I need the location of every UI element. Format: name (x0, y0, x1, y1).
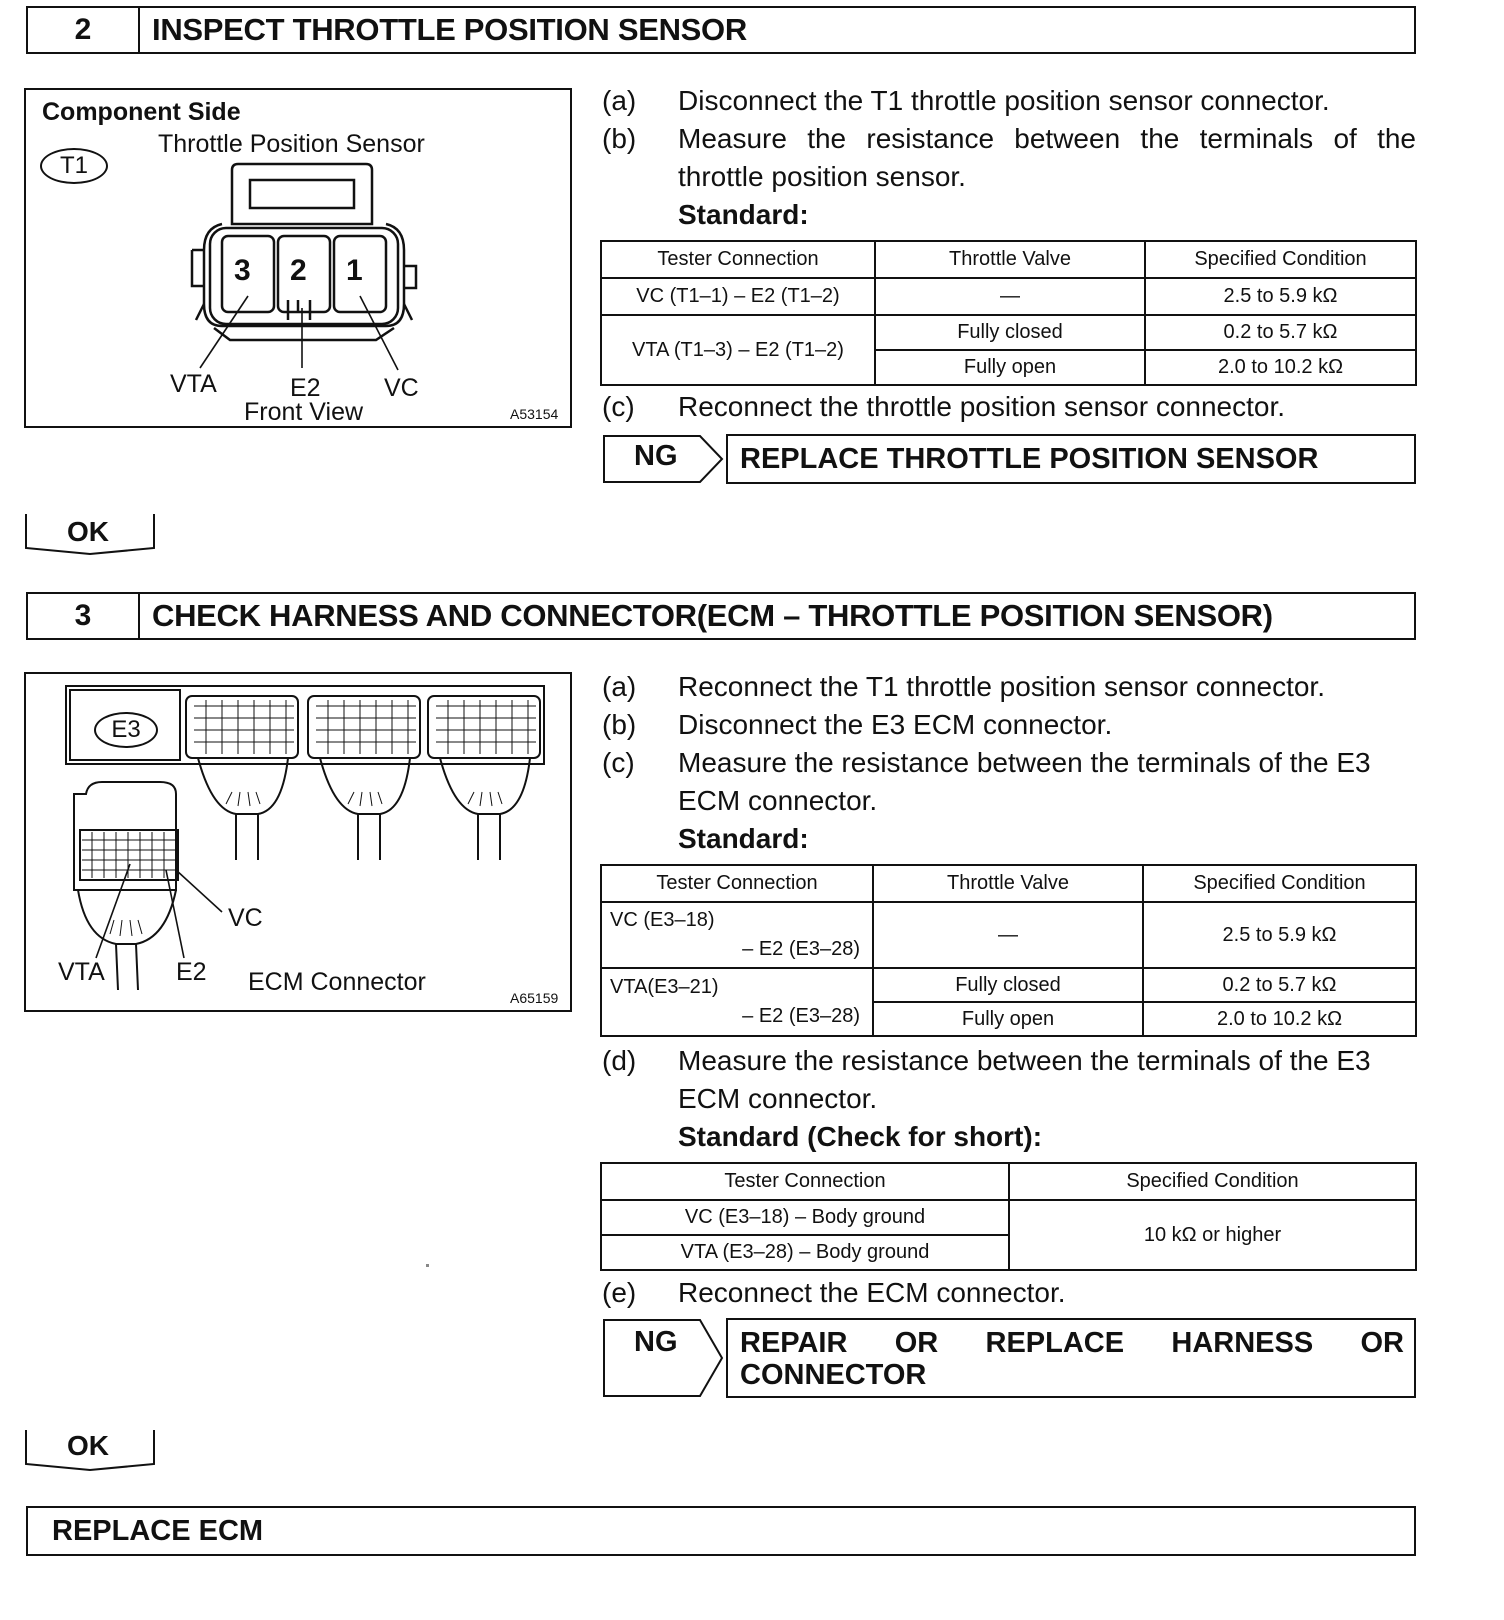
step-title: CHECK HARNESS AND CONNECTOR(ECM – THROTTLE POSITION SENSOR) (152, 598, 1273, 633)
ng-action-box (726, 1318, 1416, 1398)
step-label: (b) (602, 709, 637, 740)
speck (426, 1264, 429, 1267)
step-3d (602, 1042, 1416, 1118)
table-header: Tester Connection (601, 241, 875, 278)
step-label: (b) (602, 123, 637, 154)
connection-end: – E2 (E3–28) (742, 1005, 860, 1027)
component-side-label: Component Side (42, 98, 241, 126)
throttle-sensor-figure (24, 88, 572, 428)
table-cell: 0.2 to 5.7 kΩ (1143, 968, 1416, 1002)
table-header: Tester Connection (601, 1163, 1009, 1200)
step-text: Reconnect the throttle position sensor connector. (678, 391, 1286, 422)
table-header: Specified Condition (1009, 1163, 1416, 1200)
table-cell: — (873, 902, 1143, 968)
table-cell: 2.5 to 5.9 kΩ (1145, 278, 1416, 315)
step-text: Measure the resistance between the terminals of the throttle position sensor. (678, 123, 1416, 192)
step-label: (a) (602, 671, 637, 702)
terminal-e2-label: E2 (290, 374, 321, 402)
table-cell: — (875, 278, 1145, 315)
ng-action-word: OR (1360, 1327, 1404, 1359)
step-text: Measure the resistance between the terminals of the E3 ECM connector. (678, 747, 1371, 816)
step-text: Measure the resistance between the terminals of the E3 ECM connector. (678, 1045, 1371, 1114)
pin-2-label: 2 (290, 254, 307, 287)
connection-start: VC (E3–18) (610, 909, 715, 931)
ok-label: OK (67, 516, 109, 547)
front-view-label: Front View (244, 398, 364, 426)
table-cell: 2.5 to 5.9 kΩ (1143, 902, 1416, 968)
step-2-spec-table (600, 240, 1417, 386)
table-cell: Fully open (873, 1002, 1143, 1036)
ng-action-word: REPAIR (740, 1327, 848, 1359)
table-cell: Fully closed (873, 968, 1143, 1002)
connection-end: – E2 (E3–28) (742, 938, 860, 960)
step-label: (a) (602, 85, 637, 116)
table-cell (601, 968, 873, 1036)
step-number: 2 (28, 8, 140, 52)
pin-1-label: 1 (346, 254, 363, 287)
terminal-e2-label: E2 (176, 958, 207, 986)
step-label: (e) (602, 1277, 637, 1308)
terminal-vc-label: VC (228, 904, 263, 932)
terminal-vta-label: VTA (58, 958, 105, 986)
step-3-spec-table (600, 864, 1417, 1037)
ok-label: OK (67, 1430, 109, 1461)
table-cell: Fully closed (875, 315, 1145, 350)
terminal-vc-label: VC (384, 374, 419, 402)
table-cell: 10 kΩ or higher (1009, 1200, 1416, 1270)
table-header: Specified Condition (1143, 865, 1416, 902)
step-text: Reconnect the T1 throttle position sensor connector. (678, 671, 1325, 702)
ng-label: NG (634, 440, 678, 472)
table-cell: VTA (E3–28) – Body ground (601, 1235, 1009, 1270)
step-2b (602, 120, 1416, 196)
connection-start: VTA(E3–21) (610, 976, 719, 998)
ng-action-word: REPLACE (985, 1327, 1125, 1359)
short-check-table (600, 1162, 1417, 1271)
step-label: (c) (602, 391, 635, 422)
step-3-header (26, 592, 1416, 640)
step-number: 3 (28, 594, 140, 638)
table-cell: VTA (T1–3) – E2 (T1–2) (601, 315, 875, 385)
step-2-header (26, 6, 1416, 54)
ng-action-line-2: CONNECTOR (740, 1359, 927, 1391)
ng-action-word: OR (894, 1327, 939, 1359)
ecm-connector-figure (24, 672, 572, 1012)
table-cell (601, 902, 873, 968)
ng-action-line-1 (740, 1326, 1404, 1360)
ecm-connector-label: ECM Connector (248, 968, 426, 996)
step-text: Reconnect the ECM connector. (678, 1277, 1066, 1308)
pin-3-label: 3 (234, 254, 251, 287)
table-cell: Fully open (875, 350, 1145, 385)
table-header: Tester Connection (601, 865, 873, 902)
step-label: (c) (602, 747, 635, 778)
step-text: Disconnect the E3 ECM connector. (678, 709, 1113, 740)
table-header: Throttle Valve (875, 241, 1145, 278)
table-header: Throttle Valve (873, 865, 1143, 902)
table-cell: VC (E3–18) – Body ground (601, 1200, 1009, 1235)
table-cell: VC (T1–1) – E2 (T1–2) (601, 278, 875, 315)
final-action-box: REPLACE ECM (26, 1506, 1416, 1556)
ng-action-word: HARNESS (1171, 1327, 1314, 1359)
table-cell: 2.0 to 10.2 kΩ (1145, 350, 1416, 385)
ng-label: NG (634, 1326, 678, 1358)
step-label: (d) (602, 1045, 637, 1076)
connector-id-badge: T1 (40, 148, 108, 184)
sensor-label: Throttle Position Sensor (158, 130, 425, 158)
step-3c (602, 744, 1416, 820)
figure-code: A53154 (510, 406, 559, 422)
step-text: Disconnect the T1 throttle position sensor connector. (678, 85, 1330, 116)
step-title: INSPECT THROTTLE POSITION SENSOR (152, 12, 747, 47)
figure-code: A65159 (510, 990, 559, 1006)
terminal-vta-label: VTA (170, 370, 217, 398)
table-cell: 0.2 to 5.7 kΩ (1145, 315, 1416, 350)
table-cell: 2.0 to 10.2 kΩ (1143, 1002, 1416, 1036)
connector-id-badge: E3 (94, 712, 158, 748)
table-header: Specified Condition (1145, 241, 1416, 278)
ng-action-box: REPLACE THROTTLE POSITION SENSOR (726, 434, 1416, 484)
